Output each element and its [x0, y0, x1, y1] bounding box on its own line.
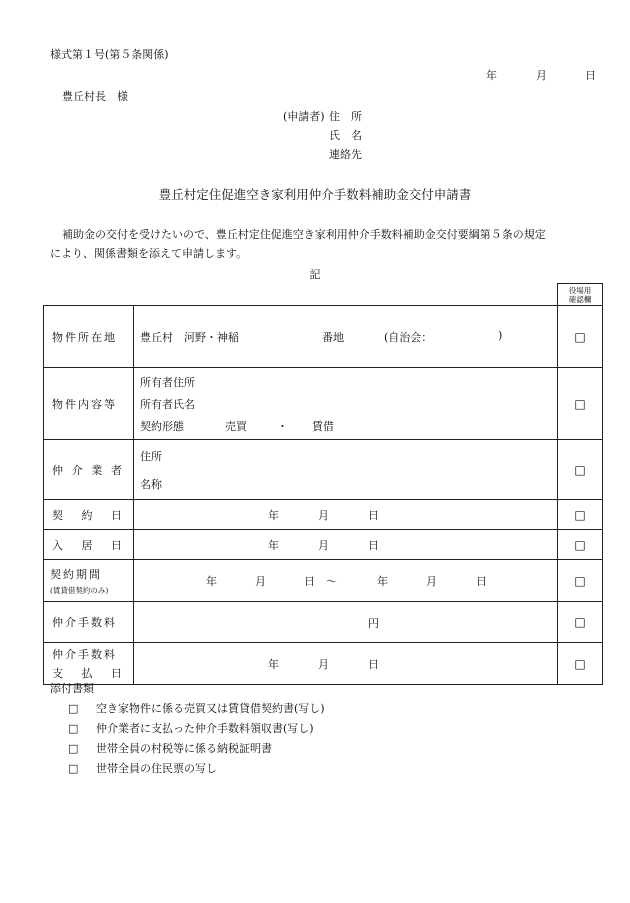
office-header-row: [44, 284, 603, 306]
fee-yen: 円: [368, 617, 379, 630]
row-move-in-date: [44, 530, 603, 560]
attachment-item[interactable]: □ 世帯全員の住民票の写し: [68, 762, 217, 775]
fee-label: 仲介手数料: [44, 602, 134, 643]
period-tilde: ～: [326, 575, 337, 588]
checkbox-contract-period[interactable]: □: [558, 560, 603, 602]
checkbox-move-in-date[interactable]: □: [558, 530, 603, 560]
row-broker: [44, 440, 603, 500]
broker-value[interactable]: [134, 440, 558, 500]
attachment-checkbox[interactable]: □: [68, 762, 79, 775]
fee-value[interactable]: [134, 602, 558, 643]
payment-date-label-1: 仲介手数料: [52, 648, 117, 661]
checkbox-fee[interactable]: □: [558, 602, 603, 643]
contract-period-value[interactable]: 年 月 日 ～ 年 月 日: [134, 560, 558, 602]
attachments-heading: 添付書類: [50, 682, 94, 695]
owner-name-label: 所有者氏名: [140, 398, 195, 411]
property-details-label: 物件内容等: [44, 368, 134, 440]
row-property-details: [44, 368, 603, 440]
document-title: 豊丘村定住促進空き家利用仲介手数料補助金交付申請書: [158, 187, 472, 202]
intro-line-2: により、関係書類を添えて申請します。: [50, 247, 248, 260]
property-location-value[interactable]: [134, 306, 558, 368]
checkbox-property-location[interactable]: □: [558, 306, 603, 368]
row-payment-date: [44, 643, 603, 685]
attachment-checkbox[interactable]: □: [68, 702, 79, 715]
applicant-prefix: (申請者): [283, 110, 325, 123]
applicant-name-label: 氏 名: [329, 129, 362, 142]
attachment-item[interactable]: □ 空き家物件に係る売買又は賃貸借契約書(写し): [68, 702, 325, 715]
property-details-value[interactable]: [134, 368, 558, 440]
checkbox-payment-date[interactable]: □: [558, 643, 603, 685]
addressee: 豊丘村長 様: [62, 90, 128, 103]
row-fee: [44, 602, 603, 643]
row-contract-period: [44, 560, 603, 602]
property-location-label: 物件所在地: [44, 306, 134, 368]
row-contract-date: [44, 500, 603, 530]
attachment-checkbox[interactable]: □: [68, 742, 79, 755]
contract-type-separator: ・: [277, 420, 288, 433]
contract-type-label: 契約形態: [140, 420, 184, 433]
intro-line-1: 補助金の交付を受けたいので、豊丘村定住促進空き家利用仲介手数料補助金交付要綱第５条の規定: [62, 228, 546, 241]
property-jichikai-close: ): [498, 329, 503, 342]
ki-marker: 記: [309, 268, 321, 281]
broker-label: 仲 介 業 者: [52, 463, 124, 477]
payment-date-value[interactable]: 年 月 日: [134, 643, 558, 685]
broker-name-label: 名称: [140, 478, 162, 491]
office-check-column-header: 役場用 確認欄: [558, 284, 603, 306]
checkbox-contract-date[interactable]: □: [558, 500, 603, 530]
applicant-contact-label: 連絡先: [329, 148, 362, 161]
contract-period-note: (賃貸借契約のみ): [50, 585, 109, 595]
checkbox-broker[interactable]: □: [558, 440, 603, 500]
applicant-address-label: 住 所: [329, 110, 362, 123]
attachment-item[interactable]: □ 仲介業者に支払った仲介手数料領収書(写し): [68, 722, 314, 735]
checkbox-property-details[interactable]: □: [558, 368, 603, 440]
move-in-date-label: 入 居 日: [52, 538, 124, 552]
property-village: 豊丘村 河野・神稲: [140, 331, 239, 344]
application-table: [43, 283, 603, 685]
date-year-label: 年: [486, 69, 497, 82]
owner-address-label: 所有者住所: [140, 376, 195, 389]
payment-date-label-2: 支 払 日: [52, 667, 124, 680]
move-in-date-value[interactable]: 年 月 日: [134, 530, 558, 560]
broker-address-label: 住所: [140, 450, 162, 463]
contract-date-label: 契 約 日: [52, 508, 124, 522]
attachment-checkbox[interactable]: □: [68, 722, 79, 735]
row-property-location: [44, 306, 603, 368]
property-banchi: 番地: [322, 331, 344, 344]
property-jichikai-open: (自治会：: [384, 331, 433, 344]
form-number: 様式第１号(第５条関係): [50, 48, 169, 61]
contract-date-value[interactable]: 年 月 日: [134, 500, 558, 530]
attachment-item[interactable]: □ 世帯全員の村税等に係る納税証明書: [68, 742, 272, 755]
contract-period-label: 契約期間: [50, 567, 102, 581]
date-month-label: 月: [536, 69, 547, 82]
contract-type-lease[interactable]: 賃借: [312, 420, 334, 433]
contract-type-sale[interactable]: 売買: [225, 420, 247, 433]
date-day-label: 日: [585, 69, 596, 82]
